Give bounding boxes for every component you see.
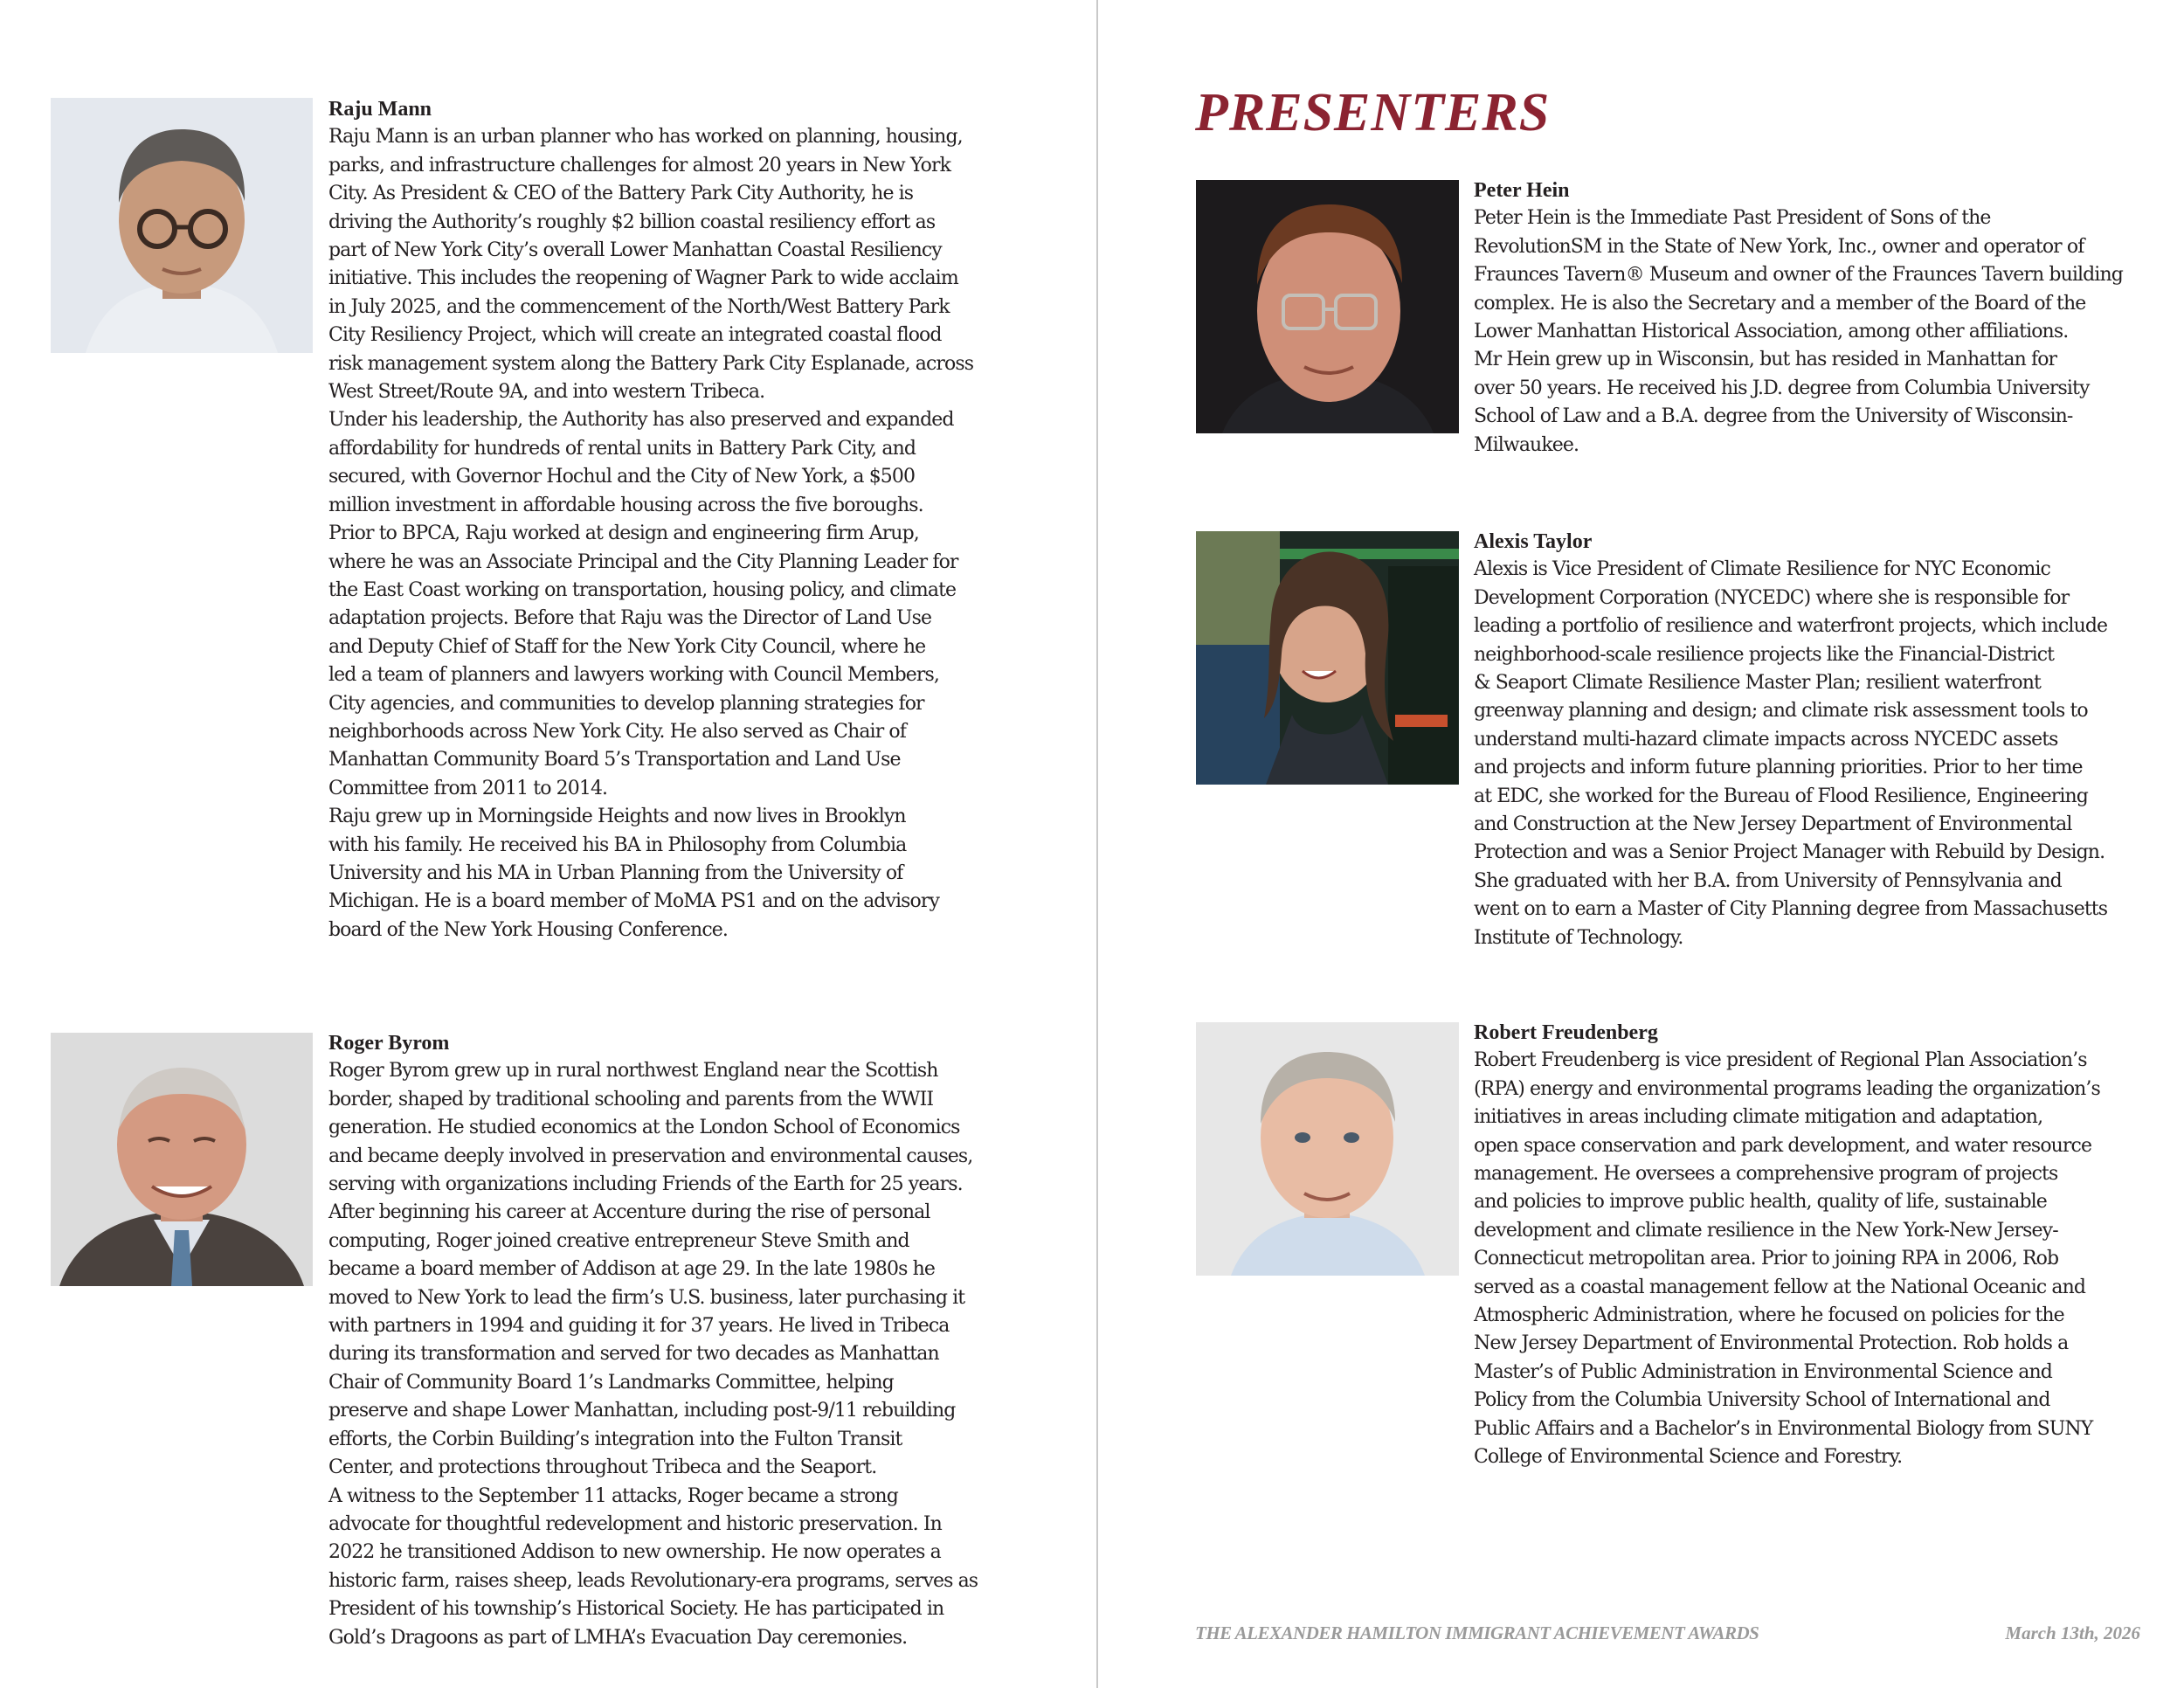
- bio-line: generation. He studied economics at the London School of Economics: [328, 1117, 960, 1139]
- bio-line: City agencies, and communities to develop planning strategies for: [328, 692, 924, 715]
- bio-line: Prior to BPCA, Raju worked at design and engineering firm Arup,: [328, 522, 919, 545]
- bio-line: served as a coastal management fellow at the National Oceanic and: [1474, 1276, 2086, 1298]
- bio-line: where he was an Associate Principal and the City Planning Leader for: [328, 550, 958, 573]
- bio-line: border, shaped by traditional schooling and parents from the WWII: [328, 1088, 934, 1110]
- bio-line: School of Law and a B.A. degree from the University of Wisconsin-: [1474, 405, 2073, 428]
- bio-line: risk management system along the Battery Park City Esplanade, across: [328, 352, 974, 375]
- bio-line: initiatives in areas including climate mitigation and adaptation,: [1474, 1106, 2043, 1129]
- bio-line: President of his township’s Historical Society. He has participated in: [328, 1598, 944, 1621]
- bio-line: Michigan. He is a board member of MoMA PS1 and on the advisory: [328, 890, 940, 913]
- bio-line: New Jersey Department of Environmental Protection. Rob holds a: [1474, 1332, 2069, 1355]
- bio-line: Robert Freudenberg is vice president of Regional Plan Association’s: [1474, 1049, 2087, 1072]
- bio-line: complex. He is also the Secretary and a member of the Board of the: [1474, 292, 2086, 315]
- bio-line: the East Coast working on transportation, housing policy, and climate: [328, 578, 957, 601]
- bio-line: understand multi-hazard climate impacts across NYCEDC assets: [1474, 728, 2058, 751]
- bio-line: parks, and infrastructure challenges for almost 20 years in New York: [328, 154, 951, 176]
- bio-line: Raju Mann is an urban planner who has worked on planning, housing,: [328, 126, 963, 149]
- bio-line: leading a portfolio of resilience and waterfront projects, which include: [1474, 615, 2108, 638]
- alexis-taylor-bio: [1474, 528, 2146, 952]
- bio-line: million investment in affordable housing across the five boroughs.: [328, 494, 923, 516]
- bio-line: initiative. This includes the reopening of Wagner Park to wide acclaim: [328, 267, 958, 290]
- bio-line: University and his MA in Urban Planning from the University of: [328, 861, 903, 884]
- bio-line: Master’s of Public Administration in Environmental Science and: [1474, 1360, 2052, 1383]
- bio-line: development and climate resilience in the New York-New Jersey-: [1474, 1219, 2058, 1242]
- bio-line: 2022 he transitioned Addison to new ownership. He now operates a: [328, 1541, 941, 1564]
- bio-line: neighborhood-scale resilience projects like the Financial-District: [1474, 643, 2055, 666]
- bio-line: open space conservation and park development, and water resource: [1474, 1134, 2092, 1157]
- bio-line: Chair of Community Board 1’s Landmarks Committee, helping: [328, 1371, 894, 1394]
- presenter-name: Alexis Taylor: [1474, 530, 1593, 553]
- bio-line: Connecticut metropolitan area. Prior to joining RPA in 2006, Rob: [1474, 1248, 2059, 1270]
- footer-date: March 13th, 2026: [2005, 1622, 2140, 1643]
- peter-hein-bio: [1474, 176, 2146, 460]
- bio-line: and Construction at the New Jersey Department of Environmental: [1474, 813, 2072, 836]
- bio-line: moved to New York to lead the firm’s U.S. business, later purchasing it: [328, 1286, 965, 1309]
- bio-line: Institute of Technology.: [1474, 926, 1683, 949]
- bio-line: Roger Byrom grew up in rural northwest England near the Scottish: [328, 1060, 938, 1083]
- bio-line: board of the New York Housing Conference.: [328, 918, 728, 941]
- bio-line: (RPA) energy and environmental programs leading the organization’s: [1474, 1077, 2100, 1100]
- roger-byrom-photo: [51, 1033, 313, 1286]
- bio-line: She graduated with her B.A. from University of Pennsylvania and: [1474, 869, 2062, 892]
- bio-line: adaptation projects. Before that Raju was the Director of Land Use: [328, 607, 932, 630]
- robert-freudenberg-photo: [1196, 1022, 1459, 1276]
- bio-line: Manhattan Community Board 5’s Transportation and Land Use: [328, 749, 901, 771]
- bio-line: Center, and protections throughout Tribeca and the Seaport.: [328, 1456, 877, 1479]
- bio-line: over 50 years. He received his J.D. degree from Columbia University: [1474, 377, 2090, 399]
- bio-line: Under his leadership, the Authority has also preserved and expanded: [328, 409, 954, 432]
- raju-mann-bio: [328, 95, 1019, 944]
- bio-line: and became deeply involved in preservation and environmental causes,: [328, 1145, 973, 1167]
- bio-line: Raju grew up in Morningside Heights and now lives in Brooklyn: [328, 806, 906, 828]
- bio-line: serving with organizations including Friends of the Earth for 25 years.: [328, 1173, 963, 1196]
- section-title: PRESENTERS: [1195, 83, 1551, 142]
- peter-hein-photo: [1196, 180, 1459, 433]
- bio-line: became a board member of Addison at age 29. In the late 1980s he: [328, 1258, 935, 1281]
- bio-line: City. As President & CEO of the Battery Park City Authority, he is: [328, 183, 914, 205]
- bio-line: and Deputy Chief of Staff for the New York City Council, where he: [328, 635, 926, 658]
- bio-line: and projects and inform future planning priorities. Prior to her time: [1474, 757, 2083, 779]
- bio-line: College of Environmental Science and Forestry.: [1474, 1446, 1903, 1469]
- bio-line: Committee from 2011 to 2014.: [328, 777, 608, 799]
- bio-line: Atmospheric Administration, where he focused on policies for the: [1474, 1304, 2064, 1327]
- bio-line: Gold’s Dragoons as part of LMHA’s Evacuation Day ceremonies.: [328, 1626, 908, 1649]
- bio-line: Mr Hein grew up in Wisconsin, but has resided in Manhattan for: [1474, 349, 2057, 371]
- bio-line: A witness to the September 11 attacks, Roger became a strong: [328, 1484, 898, 1507]
- bio-line: went on to earn a Master of City Planning degree from Massachusetts: [1474, 898, 2108, 921]
- bio-line: historic farm, raises sheep, leads Revolutionary-era programs, serves as: [328, 1569, 978, 1592]
- bio-line: Peter Hein is the Immediate Past President of Sons of the: [1474, 207, 1991, 230]
- bio-line: RevolutionSM in the State of New York, Inc., owner and operator of: [1474, 235, 2084, 258]
- bio-line: advocate for thoughtful redevelopment and historic preservation. In: [328, 1512, 942, 1535]
- bio-line: affordability for hundreds of rental units in Battery Park City, and: [328, 437, 916, 460]
- roger-byrom-bio: [328, 1029, 1019, 1652]
- bio-line: and policies to improve public health, quality of life, sustainable: [1474, 1191, 2047, 1214]
- bio-line: West Street/Route 9A, and into western Tribeca.: [328, 381, 765, 404]
- bio-line: After beginning his career at Accenture during the rise of personal: [328, 1201, 930, 1224]
- bio-line: driving the Authority’s roughly $2 billion coastal resiliency effort as: [328, 211, 936, 233]
- bio-line: greenway planning and design; and climate risk assessment tools to: [1474, 700, 2088, 723]
- bio-line: secured, with Governor Hochul and the City of New York, a $500: [328, 466, 916, 488]
- presenter-name: Roger Byrom: [328, 1032, 450, 1055]
- bio-line: preserve and shape Lower Manhattan, including post-9/11 rebuilding: [328, 1400, 956, 1422]
- bio-line: during its transformation and served for two decades as Manhattan: [328, 1343, 939, 1366]
- bio-line: efforts, the Corbin Building’s integration into the Fulton Transit: [328, 1428, 902, 1450]
- bio-line: Alexis is Vice President of Climate Resilience for NYC Economic: [1474, 558, 2050, 581]
- robert-freudenberg-bio: [1474, 1019, 2146, 1472]
- alexis-taylor-photo: [1196, 531, 1459, 785]
- bio-line: led a team of planners and lawyers working with Council Members,: [328, 664, 940, 687]
- presenter-name: Raju Mann: [328, 98, 432, 121]
- bio-line: Milwaukee.: [1474, 433, 1579, 456]
- bio-line: part of New York City’s overall Lower Manhattan Coastal Resiliency: [328, 239, 942, 262]
- bio-line: & Seaport Climate Resilience Master Plan; resilient waterfront: [1474, 672, 2041, 695]
- bio-line: with his family. He received his BA in Philosophy from Columbia: [328, 834, 907, 856]
- footer-event-title: THE ALEXANDER HAMILTON IMMIGRANT ACHIEVEMENT AWARDS: [1195, 1622, 1759, 1643]
- raju-mann-photo: [51, 98, 313, 353]
- bio-line: Public Affairs and a Bachelor’s in Environmental Biology from SUNY: [1474, 1417, 2093, 1440]
- bio-line: computing, Roger joined creative entrepreneur Steve Smith and: [328, 1229, 909, 1252]
- bio-line: Lower Manhattan Historical Association, among other affiliations.: [1474, 321, 2069, 343]
- presenter-name: Robert Freudenberg: [1474, 1021, 1658, 1044]
- bio-line: City Resiliency Project, which will create an integrated coastal flood: [328, 324, 942, 347]
- bio-line: Development Corporation (NYCEDC) where she is responsible for: [1474, 586, 2070, 609]
- bio-line: neighborhoods across New York City. He also served as Chair of: [328, 720, 906, 743]
- page-divider: [1096, 0, 1098, 1688]
- bio-line: with partners in 1994 and guiding it for 37 years. He lived in Tribeca: [328, 1315, 950, 1338]
- bio-line: in July 2025, and the commencement of the North/West Battery Park: [328, 295, 950, 318]
- bio-line: at EDC, she worked for the Bureau of Flood Resilience, Engineering: [1474, 785, 2088, 807]
- bio-line: management. He oversees a comprehensive program of projects: [1474, 1163, 2058, 1186]
- presenter-name: Peter Hein: [1474, 179, 1570, 202]
- bio-line: Protection and was a Senior Project Manager with Rebuild by Design.: [1474, 841, 2105, 864]
- bio-line: Policy from the Columbia University School of International and: [1474, 1389, 2050, 1412]
- bio-line: Fraunces Tavern® Museum and owner of the Fraunces Tavern building: [1474, 264, 2123, 287]
